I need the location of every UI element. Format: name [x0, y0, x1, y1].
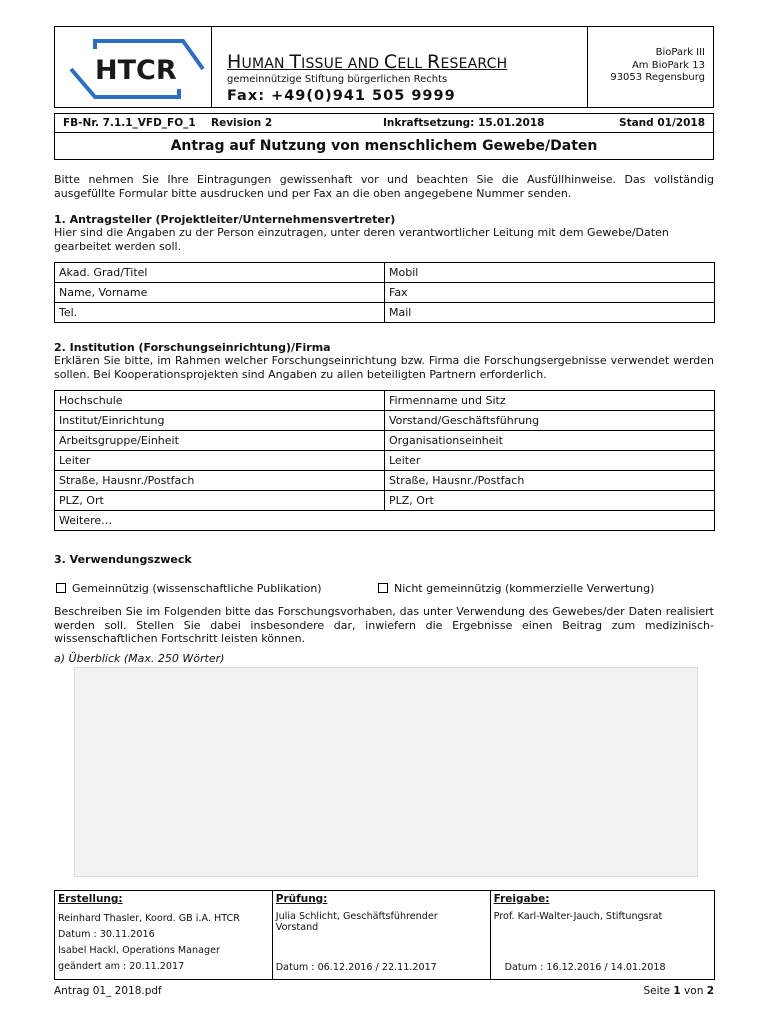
creation-line: Isabel Hackl, Operations Manager [58, 945, 220, 956]
table-row [55, 471, 715, 491]
table-row [55, 511, 715, 531]
release-heading: Freigabe: [493, 893, 550, 905]
signature-table [54, 890, 715, 980]
section1-text: Hier sind die Angaben zu der Person einzutragen, unter deren verantwortlicher Leitung mit dem Gewebe/Daten gearbeitet werden soll. [54, 226, 669, 253]
review-line: Julia Schlicht, Geschäftsführender Vorstand [275, 911, 438, 933]
table-row [55, 411, 715, 431]
table-row [55, 491, 715, 511]
logo-text: HTCR [95, 55, 177, 86]
field-street-2[interactable]: Straße, Hausnr./Postfach [385, 471, 715, 491]
field-leader[interactable]: Leiter [55, 451, 385, 471]
applicant-table [54, 262, 715, 323]
revision: Revision 2 [211, 117, 273, 129]
letterhead [54, 26, 714, 108]
logo-graphic [55, 27, 211, 107]
creation-line: Datum : 30.11.2016 [58, 929, 155, 940]
field-mobile[interactable]: Mobil [385, 263, 715, 283]
field-company[interactable]: Firmenname und Sitz [385, 391, 715, 411]
creation-heading: Erstellung: [58, 893, 123, 905]
field-title[interactable]: Akad. Grad/Titel [55, 263, 385, 283]
field-institute[interactable]: Institut/Einrichtung [55, 411, 385, 431]
release-cell [490, 891, 714, 980]
checkbox-nonprofit[interactable] [56, 583, 66, 593]
creation-line: Reinhard Thasler, Koord. GB i.A. HTCR [58, 913, 240, 924]
creation-cell [55, 891, 273, 980]
table-row [55, 451, 715, 471]
address-line: BioPark III [655, 47, 705, 58]
section3-heading: 3. Verwendungszweck [54, 553, 192, 566]
intro-text: Bitte nehmen Sie Ihre Eintragungen gewissenhaft vor und beachten Sie die Ausfüllhinweise. Das vollständig ausgefüllte Formular bitte ausdrucken und per Fax an die oben angegebene Nummer senden. [54, 173, 714, 200]
overview-textarea[interactable] [74, 667, 698, 877]
effective-date: Inkraftsetzung: 15.01.2018 [383, 117, 545, 129]
field-mail[interactable]: Mail [385, 303, 715, 323]
table-row [55, 263, 715, 283]
checkbox-commercial[interactable] [378, 583, 388, 593]
release-date: Datum : 16.12.2016 / 14.01.2018 [504, 962, 666, 973]
release-line: Prof. Karl-Walter-Jauch, Stiftungsrat [493, 911, 663, 922]
section2-heading: 2. Institution (Forschungseinrichtung)/Firma [54, 341, 331, 354]
table-row [55, 303, 715, 323]
review-heading: Prüfung: [275, 893, 328, 905]
org-title: HUMAN TISSUE AND CELL RESEARCH [227, 51, 508, 73]
form-number: FB-Nr. 7.1.1_VFD_FO_1 [63, 117, 196, 129]
field-more[interactable]: Weitere… [55, 511, 715, 531]
field-board[interactable]: Vorstand/Geschäftsführung [385, 411, 715, 431]
table-row [55, 391, 715, 411]
form-title: Antrag auf Nutzung von menschlichem Gewebe/Daten [54, 133, 714, 160]
fax-number: Fax: +49(0)941 505 9999 [227, 88, 456, 104]
address-line: 93053 Regensburg [610, 72, 705, 83]
page-number: Seite 1 von 2 [643, 985, 714, 997]
overview-label: a) Überblick (Max. 250 Wörter) [54, 652, 225, 665]
field-university[interactable]: Hochschule [55, 391, 385, 411]
address-line: Am BioPark 13 [631, 59, 705, 71]
document-meta [54, 113, 714, 133]
review-date: Datum : 06.12.2016 / 22.11.2017 [275, 962, 437, 973]
field-street[interactable]: Straße, Hausnr./Postfach [55, 471, 385, 491]
field-fax[interactable]: Fax [385, 283, 715, 303]
field-org-unit[interactable]: Organisationseinheit [385, 431, 715, 451]
review-cell [272, 891, 490, 980]
field-leader-2[interactable]: Leiter [385, 451, 715, 471]
field-workgroup[interactable]: Arbeitsgruppe/Einheit [55, 431, 385, 451]
institution-table [54, 390, 715, 531]
org-subtitle: gemeinnützige Stiftung bürgerlichen Rechts [227, 74, 448, 85]
htcr-logo [55, 27, 212, 107]
option-nonprofit[interactable] [56, 582, 322, 595]
table-row [55, 431, 715, 451]
option-commercial[interactable] [378, 582, 654, 595]
option-nonprofit-label: Gemeinnützig (wissenschaftliche Publikation) [72, 582, 322, 595]
table-row [55, 283, 715, 303]
option-commercial-label: Nicht gemeinnützig (kommerzielle Verwertung) [394, 582, 655, 595]
field-name[interactable]: Name, Vorname [55, 283, 385, 303]
section2-text: Erklären Sie bitte, im Rahmen welcher Forschungseinrichtung bzw. Firma die Forschungsergebnisse verwendet werden sollen. Bei Kooperationsprojekten sind Angaben zu allen beteiligten Partnern erforderlich. [54, 354, 714, 381]
section1-heading: 1. Antragsteller (Projektleiter/Unternehmensvertreter) [54, 213, 396, 226]
section3-text: Beschreiben Sie im Folgenden bitte das Forschungsvorhaben, das unter Verwendung des Gewebes/der Daten realisiert werden soll. Stellen Sie dabei insbesondere dar, inwiefern die Ergebnisse einen Beitrag zum medizinisch-wissenschaftlichen Fortschritt leisten können. [54, 605, 714, 645]
status: Stand 01/2018 [619, 117, 705, 129]
address-block [587, 27, 713, 107]
field-zip-city[interactable]: PLZ, Ort [55, 491, 385, 511]
field-zip-city-2[interactable]: PLZ, Ort [385, 491, 715, 511]
field-phone[interactable]: Tel. [55, 303, 385, 323]
creation-line: geändert am : 20.11.2017 [58, 961, 185, 972]
footer-filename: Antrag 01_ 2018.pdf [54, 985, 162, 997]
